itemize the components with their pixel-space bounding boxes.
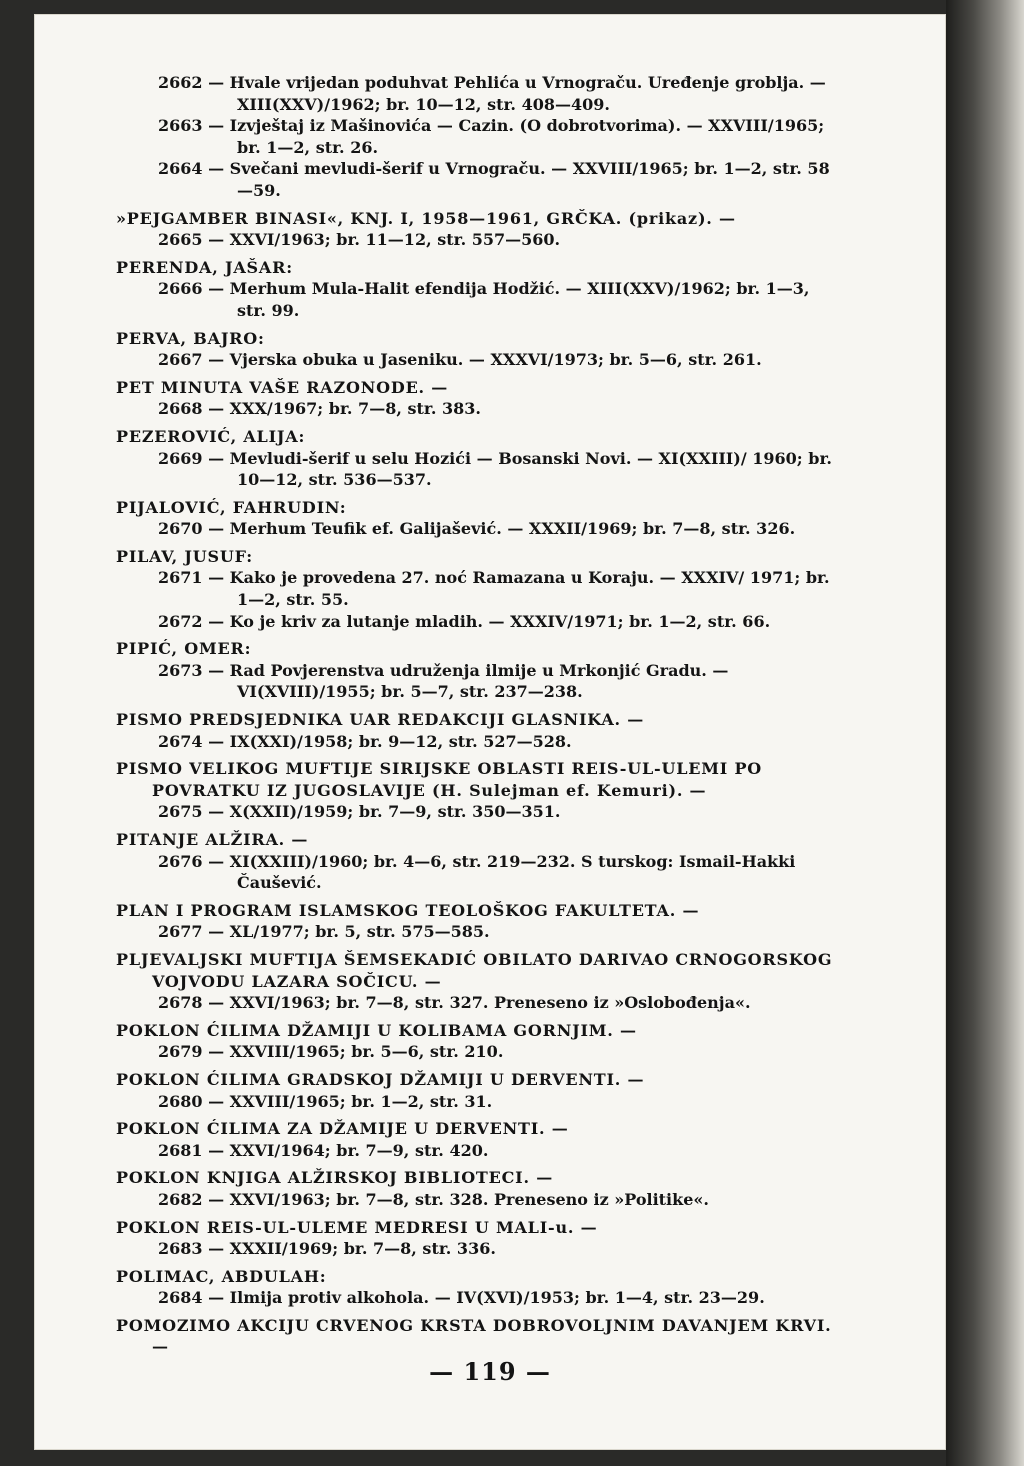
bibliography-entry: 2663 — Izvještaj iz Mašinovića — Cazin. (O dobrotvorima). — XXVIII/1965; br. 1—2, str. 26.: [158, 116, 825, 157]
bibliography-entry: 2683 — XXXII/1969; br. 7—8, str. 336.: [158, 1239, 496, 1259]
bibliography-list: [116, 72, 836, 1358]
bibliography-entry: 2665 — XXVI/1963; br. 11—12, str. 557—560.: [158, 230, 561, 250]
bibliography-entry: 2662 — Hvale vrijedan poduhvat Pehlića u Vrnograču. Uređenje groblja. — XIII(XXV)/1962; br. 10—12, str. 408—409.: [158, 73, 826, 114]
section-heading: POLIMAC, ABDULAH:: [116, 1266, 327, 1286]
bibliography-entry: 2682 — XXVI/1963; br. 7—8, str. 328. Preneseno iz »Politike«.: [158, 1189, 709, 1209]
bibliography-entry: 2674 — IX(XXI)/1958; br. 9—12, str. 527—528.: [158, 731, 572, 751]
section-heading: POKLON REIS-UL-ULEME MEDRESI U MALI-u. —: [116, 1217, 598, 1237]
book-page: [34, 14, 946, 1450]
bibliography-entry: 2673 — Rad Povjerenstva udruženja ilmije u Mrkonjić Gradu. — VI(XVIII)/1955; br. 5—7, str. 237—238.: [158, 660, 729, 702]
bibliography-entry: 2680 — XXVIII/1965; br. 1—2, str. 31.: [158, 1091, 493, 1111]
section-heading: PIPIĆ, OMER:: [116, 639, 252, 659]
section-heading: PERVA, BAJRO:: [116, 328, 265, 348]
section-heading: POKLON ĆILIMA GRADSKOJ DŽAMIJI U DERVENTI. —: [116, 1069, 645, 1089]
section-heading: PEZEROVIĆ, ALIJA:: [116, 426, 306, 446]
section-heading: POKLON ĆILIMA DŽAMIJI U KOLIBAMA GORNJIM. —: [116, 1020, 637, 1040]
bibliography-entry: 2681 — XXVI/1964; br. 7—9, str. 420.: [158, 1140, 489, 1160]
bibliography-entry: 2664 — Svečani mevludi-šerif u Vrnograču. — XXVIII/1965; br. 1—2, str. 58—59.: [158, 159, 830, 200]
bibliography-entry: 2670 — Merhum Teufik ef. Galijašević. — XXXII/1969; br. 7—8, str. 326.: [158, 519, 796, 539]
section-heading: »PEJGAMBER BINASI«, KNJ. I, 1958—1961, GRČKA. (prikaz). —: [116, 208, 736, 228]
bibliography-entry: 2676 — XI(XXIII)/1960; br. 4—6, str. 219—232. S turskog: Ismail-Hakki Čaušević.: [158, 851, 796, 893]
bibliography-entry: 2669 — Mevludi-šerif u selu Hozići — Bosanski Novi. — XI(XXIII)/ 1960; br. 10—12, str. 536—537.: [158, 448, 832, 490]
section-heading: PET MINUTA VAŠE RAZONODE. —: [116, 377, 449, 397]
section-heading: POMOZIMO AKCIJU CRVENOG KRSTA DOBROVOLJNIM DAVANJEM KRVI. —: [116, 1315, 832, 1357]
bibliography-entry: 2671 — Kako je provedena 27. noć Ramazana u Koraju. — XXXIV/ 1971; br. 1—2, str. 55.: [158, 568, 830, 610]
section-heading: PERENDA, JAŠAR:: [116, 257, 293, 277]
section-heading: PLJEVALJSKI MUFTIJA ŠEMSEKADIĆ OBILATO DARIVAO CRNOGORSKOG VOJVODU LAZARA SOČICU. —: [116, 949, 833, 991]
bibliography-entry: 2678 — XXVI/1963; br. 7—8, str. 327. Preneseno iz »Oslobođenja«.: [158, 993, 751, 1013]
bibliography-entry: 2684 — Ilmija protiv alkohola. — IV(XVI)/1953; br. 1—4, str. 23—29.: [158, 1288, 765, 1308]
section-heading: POKLON ĆILIMA ZA DŽAMIJE U DERVENTI. —: [116, 1119, 569, 1139]
bibliography-entry: 2672 — Ko je kriv za lutanje mladih. — XXXIV/1971; br. 1—2, str. 66.: [158, 611, 771, 631]
bibliography-entry: 2677 — XL/1977; br. 5, str. 575—585.: [158, 922, 490, 942]
page-number: — 119 —: [429, 1357, 551, 1386]
section-heading: PISMO PREDSJEDNIKA UAR REDAKCIJI GLASNIKA. —: [116, 710, 645, 730]
section-heading: PITANJE ALŽIRA. —: [116, 830, 309, 849]
section-heading: PILAV, JUSUF:: [116, 546, 253, 566]
bibliography-entry: 2668 — XXX/1967; br. 7—8, str. 383.: [158, 399, 481, 419]
section-heading: POKLON KNJIGA ALŽIRSKOJ BIBLIOTECI. —: [116, 1168, 553, 1188]
bibliography-entry: 2666 — Merhum Mula-Halit efendija Hodžić. — XIII(XXV)/1962; br. 1—3, str. 99.: [158, 279, 810, 320]
scan-border: [946, 0, 1024, 1466]
bibliography-entry: 2667 — Vjerska obuka u Jaseniku. — XXXVI/1973; br. 5—6, str. 261.: [158, 350, 762, 370]
bibliography-entry: 2679 — XXVIII/1965; br. 5—6, str. 210.: [158, 1042, 504, 1062]
section-heading: PIJALOVIĆ, FAHRUDIN:: [116, 497, 347, 517]
section-heading: PISMO VELIKOG MUFTIJE SIRIJSKE OBLASTI REIS-UL-ULEMI PO POVRATKU IZ JUGOSLAVIJE (H. Sulejman ef. Kemuri). —: [116, 759, 763, 800]
section-heading: PLAN I PROGRAM ISLAMSKOG TEOLOŠKOG FAKULTETA. —: [116, 900, 700, 920]
bibliography-entry: 2675 — X(XXII)/1959; br. 7—9, str. 350—351.: [158, 802, 561, 822]
